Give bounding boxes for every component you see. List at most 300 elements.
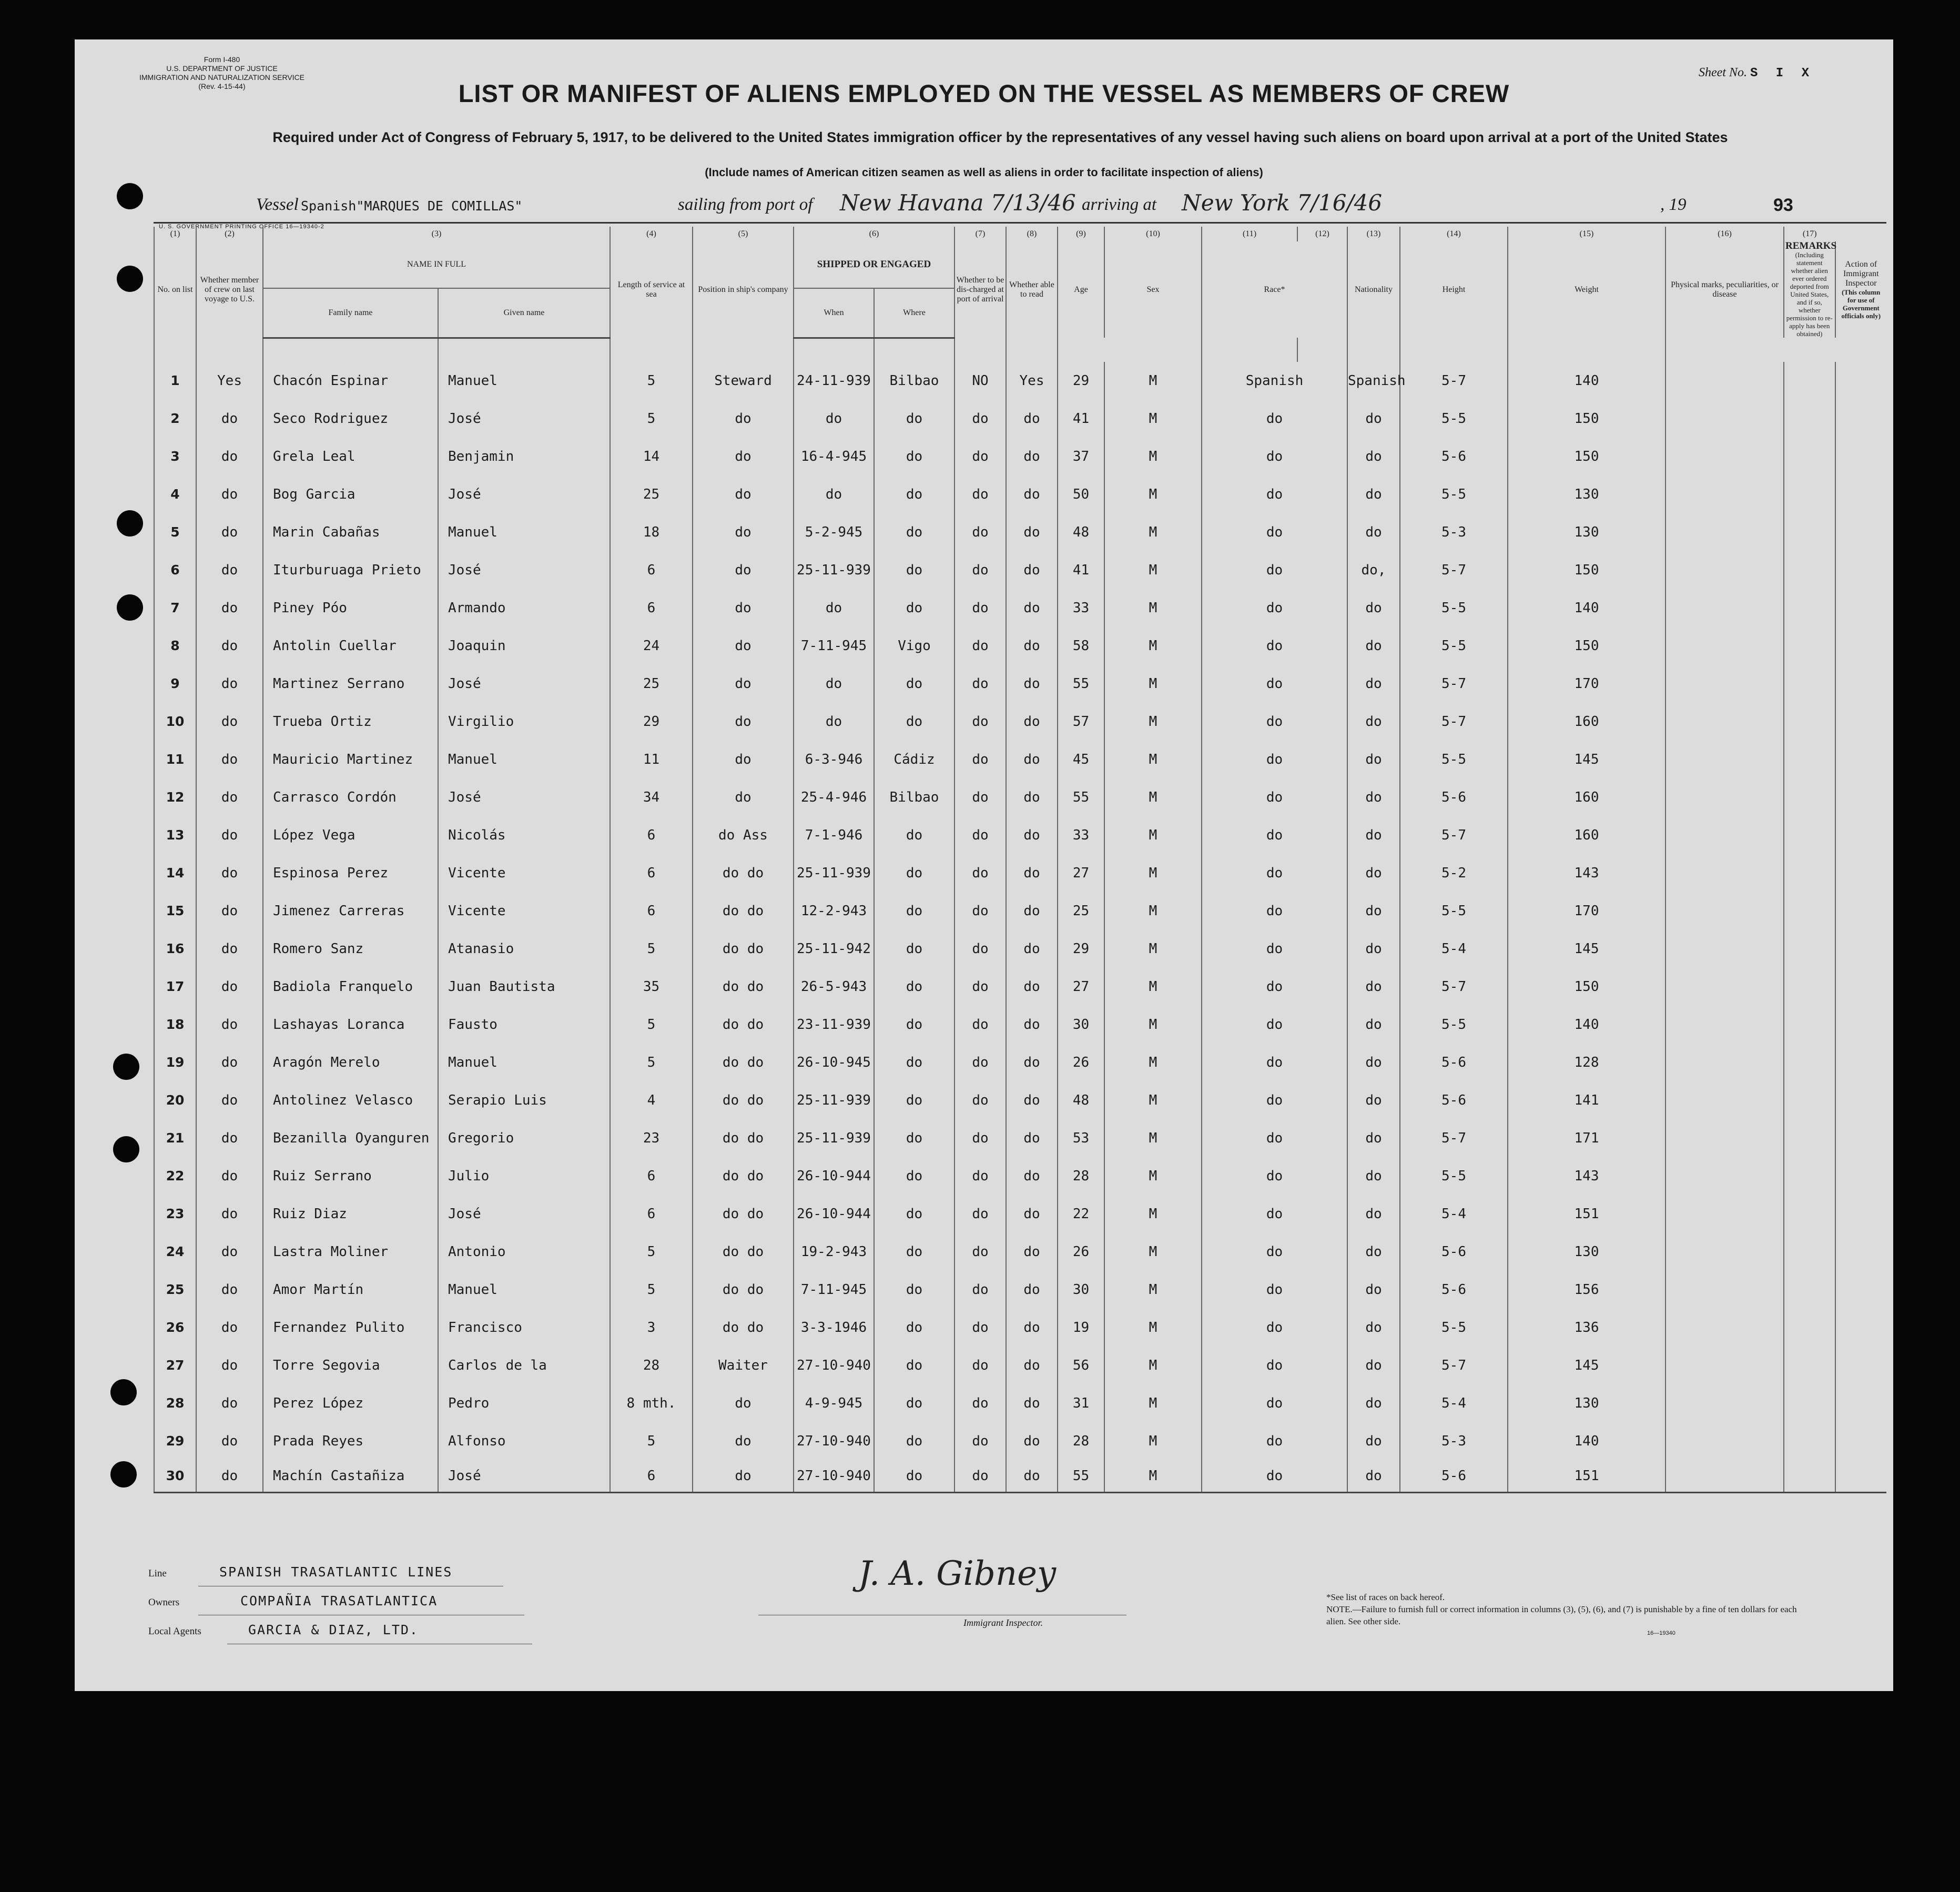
given-name-cell: Francisco	[438, 1309, 610, 1347]
table-row	[154, 1006, 1886, 1044]
nationality-cell: do	[1347, 1081, 1400, 1119]
header-member-last-voyage: Whether member of crew on last voyage to U.S.	[196, 241, 263, 338]
footer-agents-row	[148, 1616, 532, 1645]
row-number: 11	[154, 741, 196, 778]
nationality-cell: do	[1347, 968, 1400, 1006]
shipped-when-cell: 26-10-944	[794, 1157, 874, 1195]
remarks-cell	[1784, 362, 1835, 400]
header-remarks-note: (Including statement whether alien ever ordered deported from United States, and if so, whether permission to re-apply has been obtained)	[1786, 251, 1833, 338]
nationality-cell: do	[1347, 400, 1400, 438]
weight-cell: 145	[1508, 1347, 1666, 1384]
last-voyage-cell: do	[196, 400, 263, 438]
weight-cell: 150	[1508, 968, 1666, 1006]
form-code: 16—19340	[1647, 1630, 1675, 1636]
header-age: Age	[1058, 241, 1104, 338]
age-cell: 53	[1058, 1119, 1104, 1157]
age-cell: 30	[1058, 1271, 1104, 1309]
inspector-action-cell	[1835, 1460, 1887, 1493]
race-cell: do	[1202, 968, 1347, 1006]
race-cell: do	[1202, 741, 1347, 778]
family-name-cell: Badiola Franquelo	[263, 968, 438, 1006]
discharged-cell: do	[954, 930, 1006, 968]
remarks-cell	[1784, 1271, 1835, 1309]
race-cell: do	[1202, 438, 1347, 475]
shipped-where-cell: do	[874, 1309, 954, 1347]
printing-office-line: U. S. GOVERNMENT PRINTING OFFICE 16—19340-2	[159, 224, 324, 230]
shipped-when-cell: 25-11-942	[794, 930, 874, 968]
remarks-cell	[1784, 930, 1835, 968]
shipped-where-cell: do	[874, 1460, 954, 1493]
sex-cell: M	[1104, 892, 1202, 930]
physical-marks-cell	[1666, 741, 1784, 778]
row-number: 4	[154, 475, 196, 513]
col-num-2: (2)	[196, 227, 263, 241]
discharged-cell: do	[954, 1081, 1006, 1119]
service-length-cell: 6	[610, 1460, 693, 1493]
nationality-cell: do	[1347, 1195, 1400, 1233]
last-voyage-cell: do	[196, 968, 263, 1006]
position-cell: do	[693, 627, 794, 665]
inspector-action-cell	[1835, 589, 1887, 627]
age-cell: 28	[1058, 1157, 1104, 1195]
age-cell: 26	[1058, 1044, 1104, 1081]
col-num-17: (17)	[1784, 227, 1835, 241]
shipped-where-cell: do	[874, 1195, 954, 1233]
race-cell: do	[1202, 1422, 1347, 1460]
shipped-where-cell: do	[874, 1233, 954, 1271]
weight-cell: 136	[1508, 1309, 1666, 1347]
weight-cell: 145	[1508, 741, 1666, 778]
sex-cell: M	[1104, 627, 1202, 665]
header-action-title: Action of Immigrant Inspector	[1843, 259, 1879, 288]
height-cell: 5-3	[1400, 1422, 1508, 1460]
position-cell: do do	[693, 1233, 794, 1271]
inspector-action-cell	[1835, 778, 1887, 816]
height-cell: 5-6	[1400, 778, 1508, 816]
page-number: 93	[1773, 195, 1793, 215]
row-number: 5	[154, 513, 196, 551]
vessel-name: Spanish"MARQUES DE COMILLAS"	[301, 198, 523, 214]
family-name-cell: Trueba Ortiz	[263, 703, 438, 741]
remarks-cell	[1784, 513, 1835, 551]
binder-hole	[117, 594, 143, 621]
shipped-when-cell: 16-4-945	[794, 438, 874, 475]
col-num-16: (16)	[1666, 227, 1784, 241]
discharged-cell: do	[954, 1309, 1006, 1347]
shipped-where-cell: do	[874, 703, 954, 741]
given-name-cell: Fausto	[438, 1006, 610, 1044]
sex-cell: M	[1104, 1119, 1202, 1157]
family-name-cell: Amor Martín	[263, 1271, 438, 1309]
header-name-in-full: NAME IN FULL	[263, 241, 610, 288]
shipped-where-cell: do	[874, 816, 954, 854]
position-cell: do do	[693, 1119, 794, 1157]
sex-cell: M	[1104, 1081, 1202, 1119]
physical-marks-cell	[1666, 438, 1784, 475]
last-voyage-cell: do	[196, 854, 263, 892]
race-cell: do	[1202, 589, 1347, 627]
nationality-cell: do	[1347, 741, 1400, 778]
race-cell: do	[1202, 1233, 1347, 1271]
discharged-cell: do	[954, 968, 1006, 1006]
col-num-5: (5)	[693, 227, 794, 241]
binder-hole	[113, 1054, 139, 1080]
row-number: 2	[154, 400, 196, 438]
sex-cell: M	[1104, 475, 1202, 513]
header-given-name: Given name	[438, 288, 610, 338]
discharged-cell: do	[954, 703, 1006, 741]
physical-marks-cell	[1666, 1119, 1784, 1157]
race-cell: do	[1202, 513, 1347, 551]
nationality-cell: do	[1347, 1347, 1400, 1384]
table-row	[154, 1460, 1886, 1493]
table-row	[154, 892, 1886, 930]
shipped-when-cell: 26-5-943	[794, 968, 874, 1006]
position-cell: do do	[693, 968, 794, 1006]
age-cell: 41	[1058, 551, 1104, 589]
remarks-cell	[1784, 1309, 1835, 1347]
race-cell: do	[1202, 778, 1347, 816]
able-to-read-cell: do	[1006, 1157, 1058, 1195]
height-cell: 5-5	[1400, 627, 1508, 665]
given-name-cell: José	[438, 778, 610, 816]
given-name-cell: José	[438, 665, 610, 703]
shipped-when-cell: 7-11-945	[794, 1271, 874, 1309]
binder-hole	[117, 266, 143, 292]
given-name-cell: Manuel	[438, 362, 610, 400]
physical-marks-cell	[1666, 1460, 1784, 1493]
inspector-action-cell	[1835, 741, 1887, 778]
sex-cell: M	[1104, 854, 1202, 892]
col-num-4: (4)	[610, 227, 693, 241]
age-cell: 27	[1058, 854, 1104, 892]
race-cell: do	[1202, 930, 1347, 968]
weight-cell: 150	[1508, 400, 1666, 438]
age-cell: 48	[1058, 1081, 1104, 1119]
height-cell: 5-6	[1400, 1044, 1508, 1081]
weight-cell: 140	[1508, 1006, 1666, 1044]
race-cell: do	[1202, 400, 1347, 438]
remarks-cell	[1784, 892, 1835, 930]
table-row	[154, 1422, 1886, 1460]
sex-cell: M	[1104, 1347, 1202, 1384]
header-no-on-list: No. on list	[154, 241, 196, 338]
remarks-cell	[1784, 741, 1835, 778]
table-row	[154, 551, 1886, 589]
last-voyage-cell: do	[196, 1119, 263, 1157]
family-name-cell: Chacón Espinar	[263, 362, 438, 400]
service-length-cell: 6	[610, 551, 693, 589]
age-cell: 41	[1058, 400, 1104, 438]
vessel-label: Vessel	[256, 195, 299, 214]
position-cell: do	[693, 513, 794, 551]
discharged-cell: do	[954, 816, 1006, 854]
position-cell: do do	[693, 930, 794, 968]
header-action	[1835, 241, 1887, 338]
remarks-cell	[1784, 1006, 1835, 1044]
height-cell: 5-5	[1400, 892, 1508, 930]
inspector-action-cell	[1835, 1157, 1887, 1195]
inspector-action-cell	[1835, 1044, 1887, 1081]
able-to-read-cell: Yes	[1006, 362, 1058, 400]
able-to-read-cell: do	[1006, 627, 1058, 665]
able-to-read-cell: do	[1006, 854, 1058, 892]
last-voyage-cell: do	[196, 1422, 263, 1460]
header-rule	[154, 222, 1886, 224]
sex-cell: M	[1104, 438, 1202, 475]
position-cell: do do	[693, 1081, 794, 1119]
row-number: 22	[154, 1157, 196, 1195]
nationality-cell: do	[1347, 930, 1400, 968]
age-cell: 30	[1058, 1006, 1104, 1044]
physical-marks-cell	[1666, 1271, 1784, 1309]
able-to-read-cell: do	[1006, 438, 1058, 475]
remarks-cell	[1784, 1195, 1835, 1233]
header-where: Where	[874, 288, 954, 338]
year-label: , 19	[1660, 195, 1687, 214]
shipped-where-cell: do	[874, 1044, 954, 1081]
discharged-cell: do	[954, 741, 1006, 778]
sex-cell: M	[1104, 816, 1202, 854]
row-number: 17	[154, 968, 196, 1006]
inspector-action-cell	[1835, 1081, 1887, 1119]
row-number: 7	[154, 589, 196, 627]
nationality-cell: do	[1347, 589, 1400, 627]
race-cell: do	[1202, 854, 1347, 892]
header-sex: Sex	[1104, 241, 1202, 338]
sex-cell: M	[1104, 1384, 1202, 1422]
weight-cell: 151	[1508, 1195, 1666, 1233]
race-cell: do	[1202, 1044, 1347, 1081]
nationality-cell: do	[1347, 1460, 1400, 1493]
table-row	[154, 1233, 1886, 1271]
table-row	[154, 1119, 1886, 1157]
row-number: 30	[154, 1460, 196, 1493]
height-cell: 5-5	[1400, 741, 1508, 778]
last-voyage-cell: do	[196, 1271, 263, 1309]
inspector-action-cell	[1835, 892, 1887, 930]
service-length-cell: 11	[610, 741, 693, 778]
table-row	[154, 589, 1886, 627]
nationality-cell: do	[1347, 627, 1400, 665]
race-cell: do	[1202, 1157, 1347, 1195]
nationality-cell: do	[1347, 438, 1400, 475]
given-name-cell: Virgilio	[438, 703, 610, 741]
arriving-label: arriving at	[1082, 195, 1157, 214]
row-number: 20	[154, 1081, 196, 1119]
remarks-cell	[1784, 1157, 1835, 1195]
given-name-cell: Joaquin	[438, 627, 610, 665]
header-action-note: (This column for use of Government officials only)	[1841, 288, 1881, 320]
remarks-cell	[1784, 1233, 1835, 1271]
table-row	[154, 513, 1886, 551]
discharged-cell: do	[954, 854, 1006, 892]
weight-cell: 156	[1508, 1271, 1666, 1309]
height-cell: 5-5	[1400, 1309, 1508, 1347]
race-cell: do	[1202, 627, 1347, 665]
nationality-cell: Spanish	[1347, 362, 1400, 400]
last-voyage-cell: do	[196, 930, 263, 968]
shipped-where-cell: do	[874, 1119, 954, 1157]
row-number: 28	[154, 1384, 196, 1422]
position-cell: do	[693, 438, 794, 475]
binder-hole	[110, 1461, 137, 1488]
inspector-caption: Immigrant Inspector.	[963, 1617, 1043, 1628]
remarks-cell	[1784, 665, 1835, 703]
given-name-cell: Manuel	[438, 513, 610, 551]
inspector-action-cell	[1835, 1422, 1887, 1460]
footer-owners-value: COMPAÑIA TRASATLANTICA	[198, 1587, 524, 1615]
position-cell: do	[693, 1384, 794, 1422]
discharged-cell: do	[954, 665, 1006, 703]
family-name-cell: Grela Leal	[263, 438, 438, 475]
family-name-cell: Carrasco Cordón	[263, 778, 438, 816]
remarks-cell	[1784, 703, 1835, 741]
remarks-cell	[1784, 627, 1835, 665]
remarks-cell	[1784, 1422, 1835, 1460]
col-num-3: (3)	[263, 227, 610, 241]
physical-marks-cell	[1666, 1422, 1784, 1460]
binder-hole	[117, 510, 143, 537]
inspector-action-cell	[1835, 930, 1887, 968]
document-subtitle: Required under Act of Congress of February 5, 1917, to be delivered to the United States immigration officer by the representatives of any vessel having such aliens on board upon arrival at a port of the United States	[272, 129, 1728, 145]
weight-cell: 130	[1508, 1384, 1666, 1422]
position-cell: do do	[693, 1271, 794, 1309]
service-length-cell: 5	[610, 1044, 693, 1081]
shipped-when-cell: 7-11-945	[794, 627, 874, 665]
able-to-read-cell: do	[1006, 400, 1058, 438]
col-num-6: (6)	[794, 227, 954, 241]
inspector-action-cell	[1835, 816, 1887, 854]
nationality-cell: do	[1347, 1233, 1400, 1271]
shipped-where-cell: do	[874, 1271, 954, 1309]
service-length-cell: 24	[610, 627, 693, 665]
physical-marks-cell	[1666, 551, 1784, 589]
last-voyage-cell: do	[196, 778, 263, 816]
physical-marks-cell	[1666, 816, 1784, 854]
table-row	[154, 1081, 1886, 1119]
discharged-cell: do	[954, 892, 1006, 930]
column-header-row	[154, 241, 1886, 288]
remarks-cell	[1784, 854, 1835, 892]
able-to-read-cell: do	[1006, 1233, 1058, 1271]
row-number: 24	[154, 1233, 196, 1271]
service-length-cell: 29	[610, 703, 693, 741]
height-cell: 5-4	[1400, 1384, 1508, 1422]
nationality-cell: do	[1347, 778, 1400, 816]
shipped-when-cell: do	[794, 665, 874, 703]
inspector-action-cell	[1835, 665, 1887, 703]
last-voyage-cell: do	[196, 1309, 263, 1347]
position-cell: do	[693, 475, 794, 513]
remarks-cell	[1784, 1460, 1835, 1493]
age-cell: 29	[1058, 362, 1104, 400]
position-cell: do	[693, 665, 794, 703]
shipped-where-cell: do	[874, 968, 954, 1006]
remarks-cell	[1784, 400, 1835, 438]
remarks-cell	[1784, 438, 1835, 475]
shipped-where-cell: Cádiz	[874, 741, 954, 778]
able-to-read-cell: do	[1006, 930, 1058, 968]
header-nationality: Nationality	[1347, 241, 1400, 338]
service-length-cell: 5	[610, 930, 693, 968]
last-voyage-cell: do	[196, 892, 263, 930]
race-cell: do	[1202, 816, 1347, 854]
height-cell: 5-7	[1400, 551, 1508, 589]
discharged-cell: do	[954, 1044, 1006, 1081]
sex-cell: M	[1104, 1271, 1202, 1309]
service-length-cell: 3	[610, 1309, 693, 1347]
physical-marks-cell	[1666, 1044, 1784, 1081]
discharged-cell: NO	[954, 362, 1006, 400]
given-name-cell: Alfonso	[438, 1422, 610, 1460]
port-from: New Havana 7/13/46	[840, 190, 1076, 216]
table-row	[154, 1309, 1886, 1347]
discharged-cell: do	[954, 1347, 1006, 1384]
physical-marks-cell	[1666, 1006, 1784, 1044]
sex-cell: M	[1104, 551, 1202, 589]
last-voyage-cell: do	[196, 665, 263, 703]
physical-marks-cell	[1666, 854, 1784, 892]
last-voyage-cell: do	[196, 513, 263, 551]
inspector-action-cell	[1835, 1271, 1887, 1309]
service-length-cell: 25	[610, 665, 693, 703]
weight-cell: 171	[1508, 1119, 1666, 1157]
weight-cell: 130	[1508, 475, 1666, 513]
height-cell: 5-7	[1400, 362, 1508, 400]
height-cell: 5-4	[1400, 1195, 1508, 1233]
last-voyage-cell: do	[196, 627, 263, 665]
family-name-cell: Antolinez Velasco	[263, 1081, 438, 1119]
shipped-where-cell: do	[874, 1347, 954, 1384]
able-to-read-cell: do	[1006, 778, 1058, 816]
inspector-action-cell	[1835, 1006, 1887, 1044]
weight-cell: 140	[1508, 1422, 1666, 1460]
family-name-cell: Mauricio Martinez	[263, 741, 438, 778]
nationality-cell: do,	[1347, 551, 1400, 589]
footnote-races: *See list of races on back hereof.	[1326, 1592, 1445, 1602]
position-cell: Waiter	[693, 1347, 794, 1384]
sex-cell: M	[1104, 1044, 1202, 1081]
height-cell: 5-5	[1400, 589, 1508, 627]
physical-marks-cell	[1666, 1195, 1784, 1233]
discharged-cell: do	[954, 1384, 1006, 1422]
service-length-cell: 5	[610, 400, 693, 438]
weight-cell: 160	[1508, 778, 1666, 816]
position-cell: do	[693, 400, 794, 438]
position-cell: do do	[693, 1195, 794, 1233]
weight-cell: 130	[1508, 1233, 1666, 1271]
shipped-when-cell: 5-2-945	[794, 513, 874, 551]
able-to-read-cell: do	[1006, 551, 1058, 589]
inspector-action-cell	[1835, 968, 1887, 1006]
last-voyage-cell: do	[196, 1195, 263, 1233]
age-cell: 58	[1058, 627, 1104, 665]
nationality-cell: do	[1347, 1119, 1400, 1157]
discharged-cell: do	[954, 1006, 1006, 1044]
binder-hole	[117, 183, 143, 209]
given-name-cell: Manuel	[438, 1271, 610, 1309]
footer-agents-label: Local Agents	[148, 1626, 201, 1637]
shipped-where-cell: do	[874, 892, 954, 930]
race-cell: do	[1202, 1081, 1347, 1119]
footer-owners-label: Owners	[148, 1597, 180, 1608]
last-voyage-cell: do	[196, 1081, 263, 1119]
col-num-10: (10)	[1104, 227, 1202, 241]
vessel-line	[256, 190, 1823, 218]
family-name-cell: Perez López	[263, 1384, 438, 1422]
family-name-cell: Seco Rodriguez	[263, 400, 438, 438]
